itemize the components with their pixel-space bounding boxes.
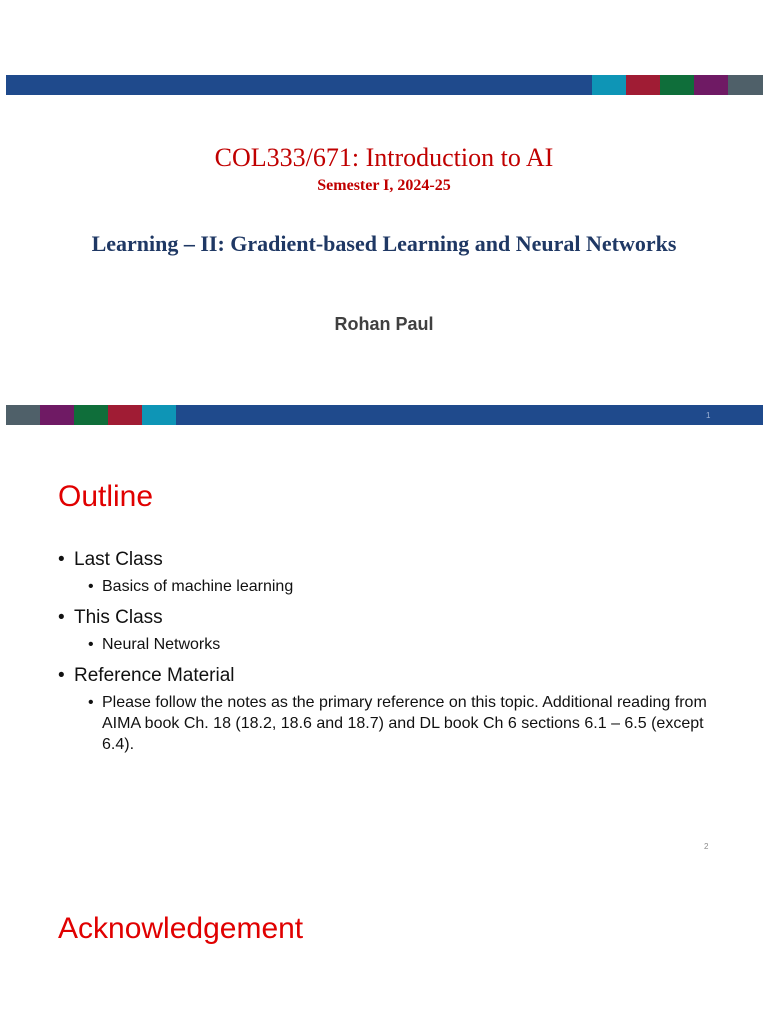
bar-segment-green <box>660 75 694 95</box>
bar-segment-teal <box>142 405 176 425</box>
bar-segment-purple <box>694 75 728 95</box>
acknowledgement-slide <box>0 864 768 1024</box>
outline-subitem-text: Neural Networks <box>102 636 221 653</box>
semester-subtitle: Semester I, 2024-25 <box>317 177 451 194</box>
outline-item-last-class: • Last Class <box>58 548 718 572</box>
author-name: Rohan Paul <box>334 314 434 334</box>
outline-subitem: • Please follow the notes as the primary reference on this topic. Additional reading from AIMA book Ch. 18 (18.2, 18.6 and 18.7) and DL book Ch 6 sections 6.1 – 6.5 (except 6.4). <box>88 694 707 753</box>
title-slide <box>0 0 768 434</box>
outline-slide <box>0 434 768 864</box>
outline-item-this-class: • This Class <box>58 606 718 630</box>
outline-item-reference-material: • Reference Material <box>58 664 718 688</box>
bar-segment-red <box>626 75 660 95</box>
bar-segment-slate <box>6 405 40 425</box>
bar-segment-slate <box>728 75 763 95</box>
bar-segment-teal <box>592 75 626 95</box>
lecture-title: Learning – II: Gradient-based Learning and Neural Networks <box>91 231 677 256</box>
course-title: COL333/671: Introduction to AI <box>214 143 554 172</box>
slide-heading: Outline <box>58 480 154 513</box>
bottom-decorative-bar <box>6 405 763 425</box>
outline-subitem-text: Please follow the notes as the primary reference on this topic. Additional reading from AIMA book Ch. 18 (18.2, 18.6 and 18.7) and DL book Ch 6 sections 6.1 – 6.5 (except 6.4). <box>102 694 707 753</box>
outline-subitem: • Neural Networks <box>88 636 221 653</box>
bar-segment-green <box>74 405 108 425</box>
outline-subitem: • Basics of machine learning <box>88 578 294 595</box>
page-number: 1 <box>706 411 711 420</box>
page-number: 2 <box>704 842 709 851</box>
top-decorative-bar <box>6 75 763 95</box>
bar-segment-red <box>108 405 142 425</box>
outline-subitem-text: Basics of machine learning <box>102 578 294 595</box>
outline-list <box>58 548 718 755</box>
slide-heading: Acknowledgement <box>58 912 304 945</box>
bar-segment-purple <box>40 405 74 425</box>
